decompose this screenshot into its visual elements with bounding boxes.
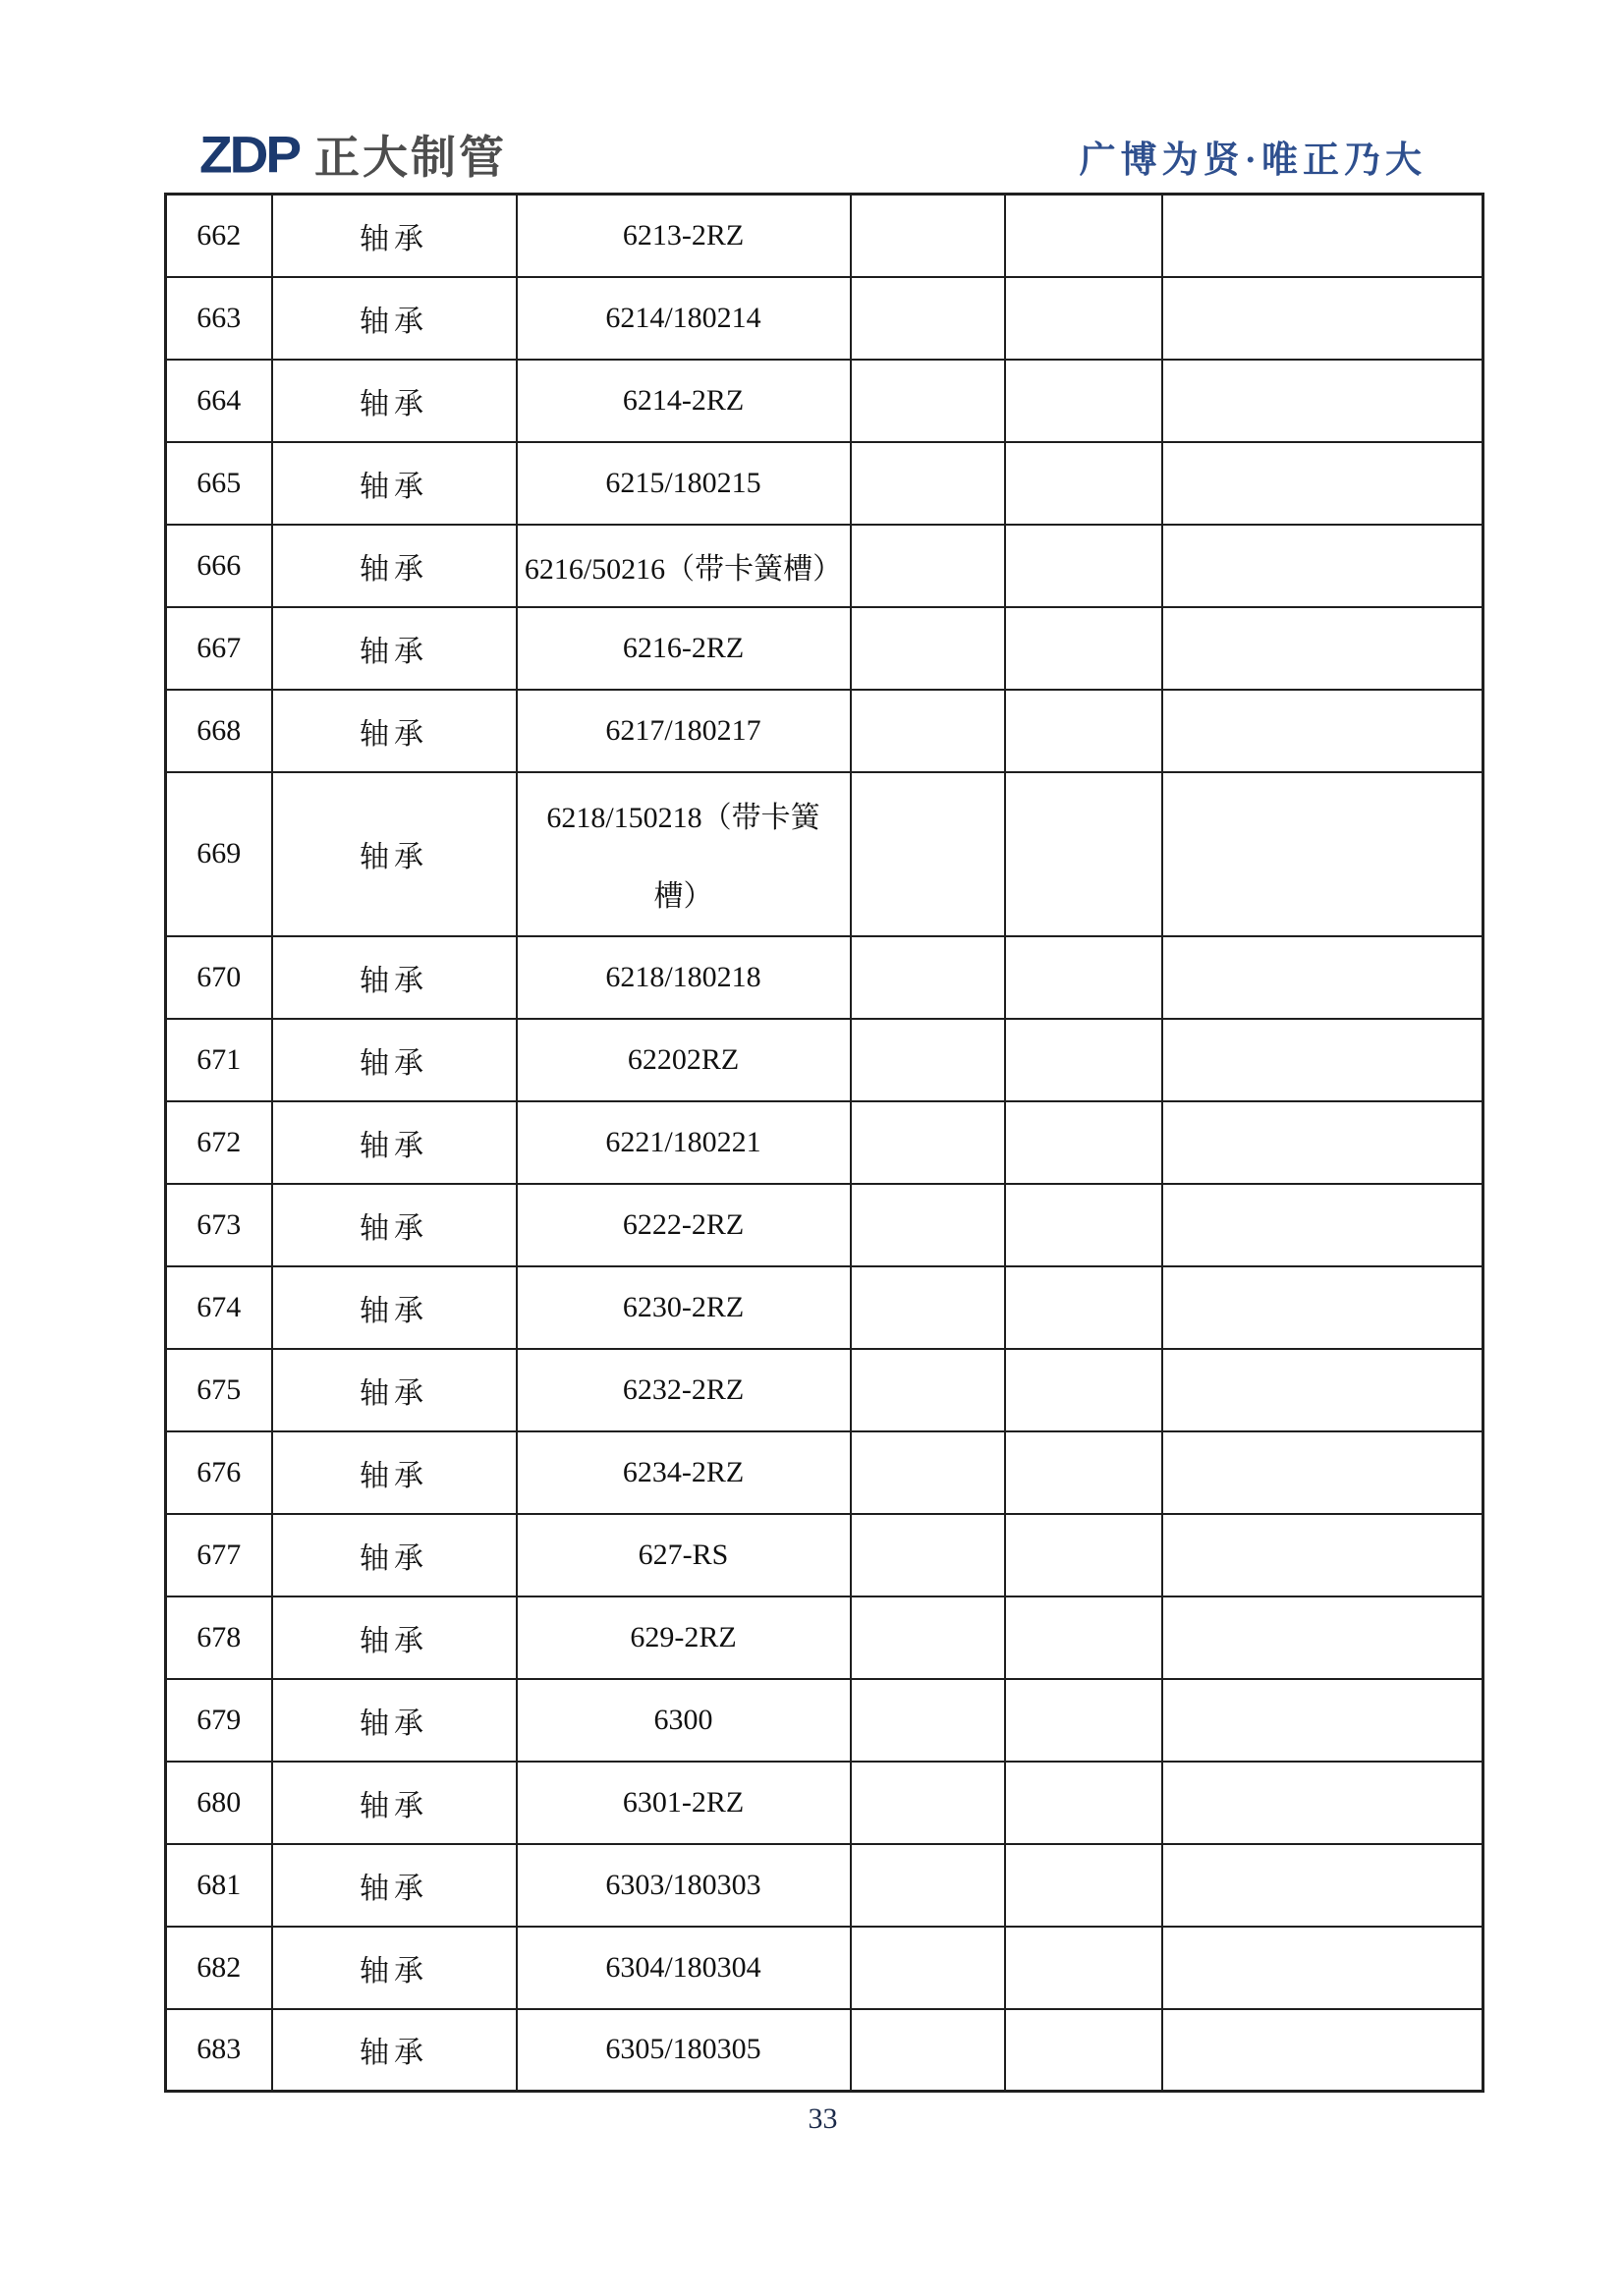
row-number-cell: 681 [166, 1844, 272, 1927]
empty-cell [851, 1596, 1005, 1679]
part-name-cell: 轴承 [272, 1762, 517, 1844]
empty-cell [1162, 525, 1483, 607]
empty-cell [1005, 607, 1162, 690]
row-number-cell: 664 [166, 360, 272, 442]
row-number-cell: 666 [166, 525, 272, 607]
empty-cell [1162, 1266, 1483, 1349]
empty-cell [1162, 1101, 1483, 1184]
empty-cell [1005, 1184, 1162, 1266]
part-name-cell: 轴承 [272, 690, 517, 772]
empty-cell [1162, 607, 1483, 690]
company-slogan: 广博为贤·唯正乃大 [1079, 140, 1427, 181]
row-number-cell: 668 [166, 690, 272, 772]
empty-cell [1005, 2009, 1162, 2092]
logo-zdp-mark: ZDP [199, 125, 299, 184]
empty-cell [1005, 525, 1162, 607]
table-row [166, 1431, 1483, 1514]
empty-cell [851, 607, 1005, 690]
part-name-cell: 轴承 [272, 2009, 517, 2092]
row-number-cell: 665 [166, 442, 272, 525]
part-model-cell: 6304/180304 [517, 1927, 851, 2009]
table-row [166, 442, 1483, 525]
part-model-cell: 6305/180305 [517, 2009, 851, 2092]
part-name-cell: 轴承 [272, 525, 517, 607]
empty-cell [1005, 1762, 1162, 1844]
part-name-cell: 轴承 [272, 1184, 517, 1266]
row-number-cell: 679 [166, 1679, 272, 1762]
part-name-cell: 轴承 [272, 1679, 517, 1762]
table-row [166, 1019, 1483, 1101]
part-model-line: 6218/150218（带卡簧 [546, 802, 820, 834]
part-model-cell: 6301-2RZ [517, 1762, 851, 1844]
empty-cell [1005, 1844, 1162, 1927]
table-row [166, 1596, 1483, 1679]
part-model-lines [518, 775, 850, 932]
part-name-cell: 轴承 [272, 360, 517, 442]
table-row [166, 1762, 1483, 1844]
row-number-cell: 662 [166, 195, 272, 277]
part-model-cell: 6300 [517, 1679, 851, 1762]
empty-cell [851, 1679, 1005, 1762]
row-number-cell: 670 [166, 936, 272, 1019]
empty-cell [851, 1019, 1005, 1101]
table-row [166, 607, 1483, 690]
part-model-cell: 62202RZ [517, 1019, 851, 1101]
part-name-cell: 轴承 [272, 936, 517, 1019]
table-row [166, 525, 1483, 607]
part-model-cell: 6215/180215 [517, 442, 851, 525]
table-row [166, 2009, 1483, 2092]
empty-cell [1005, 442, 1162, 525]
table-row [166, 1349, 1483, 1431]
table-row [166, 772, 1483, 936]
part-model-cell: 6232-2RZ [517, 1349, 851, 1431]
empty-cell [851, 690, 1005, 772]
empty-cell [1005, 1927, 1162, 2009]
empty-cell [1162, 195, 1483, 277]
empty-cell [1162, 1349, 1483, 1431]
part-name-cell: 轴承 [272, 1431, 517, 1514]
part-name-cell: 轴承 [272, 277, 517, 360]
parts-table-body [166, 195, 1483, 2092]
part-model-cell: 627-RS [517, 1514, 851, 1596]
part-model-cell: 6213-2RZ [517, 195, 851, 277]
part-name-cell: 轴承 [272, 442, 517, 525]
part-model-line: 槽） [653, 880, 713, 913]
empty-cell [851, 1844, 1005, 1927]
empty-cell [1005, 360, 1162, 442]
row-number-cell: 676 [166, 1431, 272, 1514]
row-number-cell: 663 [166, 277, 272, 360]
empty-cell [851, 1266, 1005, 1349]
empty-cell [851, 936, 1005, 1019]
empty-cell [1162, 1679, 1483, 1762]
table-row [166, 195, 1483, 277]
empty-cell [851, 2009, 1005, 2092]
empty-cell [1005, 1596, 1162, 1679]
empty-cell [1162, 360, 1483, 442]
part-model-cell: 6216-2RZ [517, 607, 851, 690]
empty-cell [1162, 772, 1483, 936]
row-number-cell: 680 [166, 1762, 272, 1844]
part-name-cell: 轴承 [272, 1596, 517, 1679]
empty-cell [1005, 1679, 1162, 1762]
empty-cell [851, 1349, 1005, 1431]
part-model-cell: 6216/50216（带卡簧槽） [517, 525, 851, 607]
table-row [166, 1679, 1483, 1762]
row-number-cell: 682 [166, 1927, 272, 2009]
empty-cell [851, 525, 1005, 607]
row-number-cell: 675 [166, 1349, 272, 1431]
empty-cell [851, 277, 1005, 360]
table-row [166, 1514, 1483, 1596]
empty-cell [851, 442, 1005, 525]
empty-cell [851, 1101, 1005, 1184]
part-name-cell: 轴承 [272, 1266, 517, 1349]
part-name-cell: 轴承 [272, 1514, 517, 1596]
row-number-cell: 667 [166, 607, 272, 690]
part-name-cell: 轴承 [272, 1019, 517, 1101]
empty-cell [851, 772, 1005, 936]
table-row [166, 1266, 1483, 1349]
empty-cell [851, 1514, 1005, 1596]
table-row [166, 1184, 1483, 1266]
empty-cell [1162, 690, 1483, 772]
table-row [166, 1844, 1483, 1927]
row-number-cell: 669 [166, 772, 272, 936]
row-number-cell: 678 [166, 1596, 272, 1679]
table-row [166, 277, 1483, 360]
company-logo [199, 125, 507, 184]
empty-cell [1005, 1101, 1162, 1184]
empty-cell [1162, 1184, 1483, 1266]
empty-cell [1162, 1844, 1483, 1927]
empty-cell [1162, 1927, 1483, 2009]
empty-cell [851, 1762, 1005, 1844]
table-row [166, 360, 1483, 442]
empty-cell [1005, 690, 1162, 772]
part-name-cell: 轴承 [272, 1349, 517, 1431]
empty-cell [1162, 1431, 1483, 1514]
empty-cell [851, 1927, 1005, 2009]
empty-cell [851, 360, 1005, 442]
part-model-cell: 6221/180221 [517, 1101, 851, 1184]
empty-cell [1162, 936, 1483, 1019]
empty-cell [1162, 442, 1483, 525]
empty-cell [1162, 1019, 1483, 1101]
part-name-cell: 轴承 [272, 1844, 517, 1927]
row-number-cell: 683 [166, 2009, 272, 2092]
empty-cell [1005, 277, 1162, 360]
part-model-cell: 6218/180218 [517, 936, 851, 1019]
empty-cell [851, 195, 1005, 277]
part-model-cell: 6234-2RZ [517, 1431, 851, 1514]
part-model-cell: 6217/180217 [517, 690, 851, 772]
empty-cell [1005, 772, 1162, 936]
row-number-cell: 671 [166, 1019, 272, 1101]
table-row [166, 936, 1483, 1019]
part-name-cell: 轴承 [272, 607, 517, 690]
parts-table [164, 193, 1484, 2093]
empty-cell [1005, 1019, 1162, 1101]
empty-cell [1005, 1349, 1162, 1431]
row-number-cell: 674 [166, 1266, 272, 1349]
part-name-cell: 轴承 [272, 1927, 517, 2009]
empty-cell [1162, 1762, 1483, 1844]
part-model-cell [517, 772, 851, 936]
page-number: 33 [808, 2102, 838, 2135]
table-row [166, 690, 1483, 772]
part-model-cell: 6214/180214 [517, 277, 851, 360]
part-model-cell: 6214-2RZ [517, 360, 851, 442]
part-model-cell: 6222-2RZ [517, 1184, 851, 1266]
part-model-cell: 6303/180303 [517, 1844, 851, 1927]
part-name-cell: 轴承 [272, 195, 517, 277]
empty-cell [1162, 277, 1483, 360]
empty-cell [1162, 1514, 1483, 1596]
table-row [166, 1927, 1483, 2009]
row-number-cell: 673 [166, 1184, 272, 1266]
empty-cell [1005, 1266, 1162, 1349]
empty-cell [1162, 2009, 1483, 2092]
part-model-cell: 6230-2RZ [517, 1266, 851, 1349]
table-row [166, 1101, 1483, 1184]
empty-cell [1005, 1514, 1162, 1596]
empty-cell [851, 1431, 1005, 1514]
empty-cell [1005, 1431, 1162, 1514]
empty-cell [1162, 1596, 1483, 1679]
part-name-cell: 轴承 [272, 772, 517, 936]
row-number-cell: 672 [166, 1101, 272, 1184]
part-model-cell: 629-2RZ [517, 1596, 851, 1679]
part-name-cell: 轴承 [272, 1101, 517, 1184]
logo-company-name: 正大制管 [314, 132, 507, 183]
empty-cell [851, 1184, 1005, 1266]
empty-cell [1005, 936, 1162, 1019]
row-number-cell: 677 [166, 1514, 272, 1596]
empty-cell [1005, 195, 1162, 277]
